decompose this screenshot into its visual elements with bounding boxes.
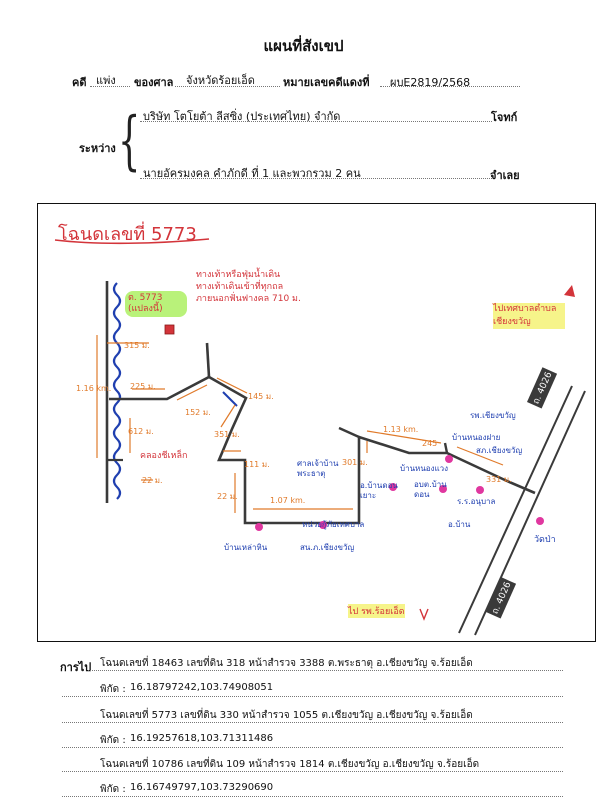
landmark-label: บ้านเหล่าหิน [224, 543, 268, 552]
route-deed: โฉนดเลขที่ 5773 เลขที่ดิน 330 หน้าสำรวจ 1055 ต.เชียงขวัญ อ.เชียงขวัญ จ.ร้อยเอ็ด [100, 710, 473, 721]
court-dotline [175, 86, 280, 87]
route-coords: 16.16749797,103.73290690 [130, 782, 274, 793]
case-dotline [90, 86, 130, 87]
case-label: คดี [72, 76, 87, 89]
distance-label: 301 ม. [342, 458, 368, 467]
defendant-role: จำเลย [490, 169, 520, 182]
landmark-label: บ้านหนองฝาย [452, 433, 501, 442]
between-label: ระหว่าง [79, 142, 116, 155]
landmark-label: สน.ภ.เชียงขวัญ [300, 543, 355, 552]
landmark-label: ศาลเจ้าบ้านพระธาตุ [297, 459, 339, 478]
landmark-label: ร.ร.อนุบาล [457, 497, 496, 506]
plaintiff-name: บริษัท โตโยต้า ลีสซิ่ง (ประเทศไทย) จำกัด [143, 110, 341, 123]
court-value: จังหวัดร้อยเอ็ด [186, 74, 255, 87]
route-dotline [62, 722, 563, 723]
route-coord-label: พิกัด : [100, 784, 126, 795]
distance-label: 22 ม. [142, 476, 163, 485]
map-note: ทางเท้าหรือฟุ่มน้ำเดิน ทางเท้าเดินเข้าที่ทุกถล ภายนอกฟั่นฟางคล 710 ม. [196, 270, 301, 304]
distance-label: 111 ม. [244, 460, 270, 469]
distance-label: 145 ม. [248, 392, 274, 401]
plaintiff-role: โจทก์ [491, 111, 518, 124]
distance-label: 1.16 km. [76, 384, 112, 393]
route-dotline [62, 796, 563, 797]
distance-label: 351 ม. [214, 430, 240, 439]
landmark-label: อบต.บ้านดอน [414, 480, 447, 499]
distance-label: 152 ม. [185, 408, 211, 417]
route-dotline [62, 696, 563, 697]
route-coord-label: พิกัด : [100, 684, 126, 695]
target-parcel-label: ต. 5773 (แปลงนี้) [125, 291, 187, 317]
distance-label: 612 ม. [128, 427, 154, 436]
route-dotline [62, 747, 563, 748]
route-deed: โฉนดเลขที่ 18463 เลขที่ดิน 318 หน้าสำรวจ 3388 ต.พระธาตุ อ.เชียงขวัญ จ.ร้อยเอ็ด [100, 658, 473, 669]
distance-label: 225 ม. [130, 382, 156, 391]
route-coords: 16.18797242,103.74908051 [130, 682, 274, 693]
plaintiff-dotline [140, 121, 492, 122]
landmark-label: อ.บ้าน [448, 520, 471, 529]
route-coords: 16.19257618,103.71311486 [130, 733, 274, 744]
to-hospital-label: ไป รพ.ร้อยเอ็ด [348, 604, 405, 618]
route-dotline [88, 670, 563, 671]
case-value: แพ่ง [96, 74, 116, 87]
distance-label: 245 [422, 439, 438, 448]
highway-label-bottom: ถ. 4026 [486, 577, 516, 618]
court-label: ของศาล [134, 76, 174, 89]
route-label: การไป [60, 661, 92, 674]
map-heading: โฉนดเลขที่ 5773 [58, 224, 197, 245]
distance-label: 331 ม. [486, 475, 512, 484]
landmark-label: บ้านหนองแวง [400, 464, 449, 473]
canal-label: คลองชีเหล็ก [140, 451, 188, 461]
defendant-name: นายอัครมงคล คำภักดี ที่ 1 และพวกรวม 2 คน [143, 167, 361, 180]
red-number-value: ผบE2819/2568 [390, 76, 471, 89]
distance-label: 315 ม. [124, 341, 150, 350]
landmark-label: หน่วยกู้ภัยเทศบาล [302, 520, 365, 529]
route-coord-label: พิกัด : [100, 735, 126, 746]
route-deed: โฉนดเลขที่ 10786 เลขที่ดิน 109 หน้าสำรวจ 1814 ต.เชียงขวัญ อ.เชียงขวัญ จ.ร้อยเอ็ด [100, 759, 480, 770]
map-drawing [37, 203, 596, 642]
distance-label: 1.13 km. [383, 425, 419, 434]
red-number-dotline [380, 86, 520, 87]
distance-label: 22 ม. [217, 492, 238, 501]
to-municipality-label: ไปเทศบาลตำบล เชียงขวัญ [493, 303, 565, 329]
brace: { [118, 104, 141, 178]
distance-label: 1.07 km. [270, 496, 306, 505]
landmark-label: สภ.เชียงขวัญ [476, 446, 523, 455]
document-title: แผนที่สังเขป [263, 37, 344, 55]
route-dotline [62, 771, 563, 772]
highway-label-top: ถ. 4026 [527, 367, 557, 408]
landmark-label: วัดป่า [534, 535, 556, 545]
red-number-label: หมายเลขคดีแดงที่ [283, 76, 370, 89]
landmark-label: อ.บ้านดอนเยาะ [360, 481, 398, 500]
defendant-dotline [140, 178, 492, 179]
landmark-label: รพ.เชียงขวัญ [470, 411, 516, 420]
